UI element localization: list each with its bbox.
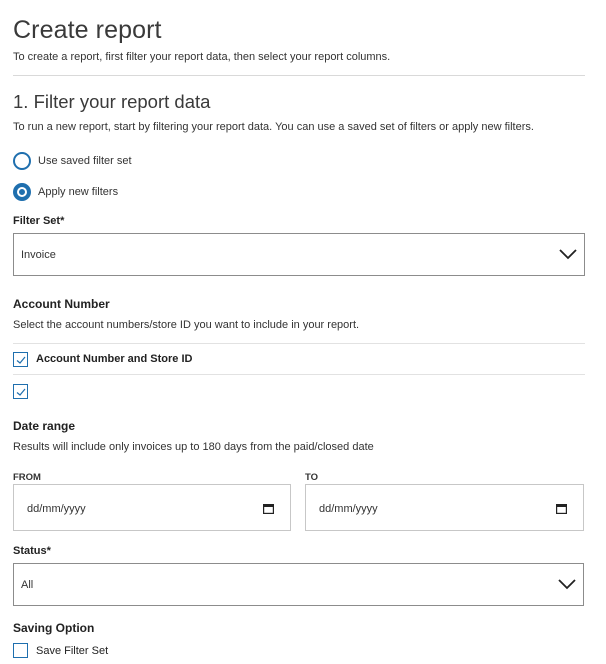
saving-option-title: Saving Option bbox=[13, 621, 95, 635]
header-divider bbox=[13, 75, 585, 76]
filter-set-label: Filter Set* bbox=[13, 215, 65, 227]
account-column-header: Account Number and Store ID bbox=[36, 353, 193, 365]
status-value: All bbox=[21, 579, 34, 591]
filter-set-select[interactable] bbox=[13, 233, 585, 276]
from-date-placeholder: dd/mm/yyyy bbox=[27, 503, 86, 515]
checkmark-icon bbox=[15, 354, 27, 366]
save-filter-set-checkbox[interactable] bbox=[13, 643, 28, 658]
to-date-input[interactable] bbox=[305, 484, 584, 531]
checkmark-icon bbox=[15, 386, 27, 398]
page-subtitle: To create a report, first filter your report data, then select your report columns. bbox=[13, 51, 391, 63]
calendar-icon[interactable] bbox=[556, 504, 567, 514]
account-row-checkbox[interactable] bbox=[13, 384, 28, 399]
account-select-all-checkbox[interactable] bbox=[13, 352, 28, 367]
filter-section-title: 1. Filter your report data bbox=[13, 91, 211, 112]
radio-label: Use saved filter set bbox=[38, 155, 132, 167]
status-select[interactable] bbox=[13, 563, 584, 606]
account-number-subtitle: Select the account numbers/store ID you want to include in your report. bbox=[13, 319, 360, 331]
account-table-divider bbox=[13, 343, 585, 344]
chevron-down-icon bbox=[559, 247, 577, 261]
date-range-subtitle: Results will include only invoices up to 180 days from the paid/closed date bbox=[13, 441, 374, 453]
account-row-divider bbox=[13, 374, 585, 375]
filter-section-subtitle: To run a new report, start by filtering your report data. You can use a saved set of filters or apply new filters. bbox=[13, 121, 534, 133]
date-range-title: Date range bbox=[13, 419, 76, 433]
calendar-icon[interactable] bbox=[263, 504, 274, 514]
radio-apply-new-filters[interactable] bbox=[13, 183, 118, 201]
radio-unchecked-icon[interactable] bbox=[13, 152, 31, 170]
status-label: Status* bbox=[13, 545, 51, 557]
filter-set-value: Invoice bbox=[21, 249, 56, 261]
save-filter-set-label: Save Filter Set bbox=[36, 645, 109, 657]
page-title: Create report bbox=[13, 16, 162, 44]
account-number-title: Account Number bbox=[13, 297, 110, 311]
from-date-label: FROM bbox=[13, 472, 41, 483]
radio-checked-icon[interactable] bbox=[13, 183, 31, 201]
to-date-label: TO bbox=[305, 472, 319, 483]
from-date-input[interactable] bbox=[13, 484, 291, 531]
to-date-placeholder: dd/mm/yyyy bbox=[319, 503, 378, 515]
chevron-down-icon bbox=[558, 577, 576, 591]
radio-use-saved-filter-set[interactable] bbox=[13, 152, 132, 170]
radio-label: Apply new filters bbox=[38, 186, 119, 198]
